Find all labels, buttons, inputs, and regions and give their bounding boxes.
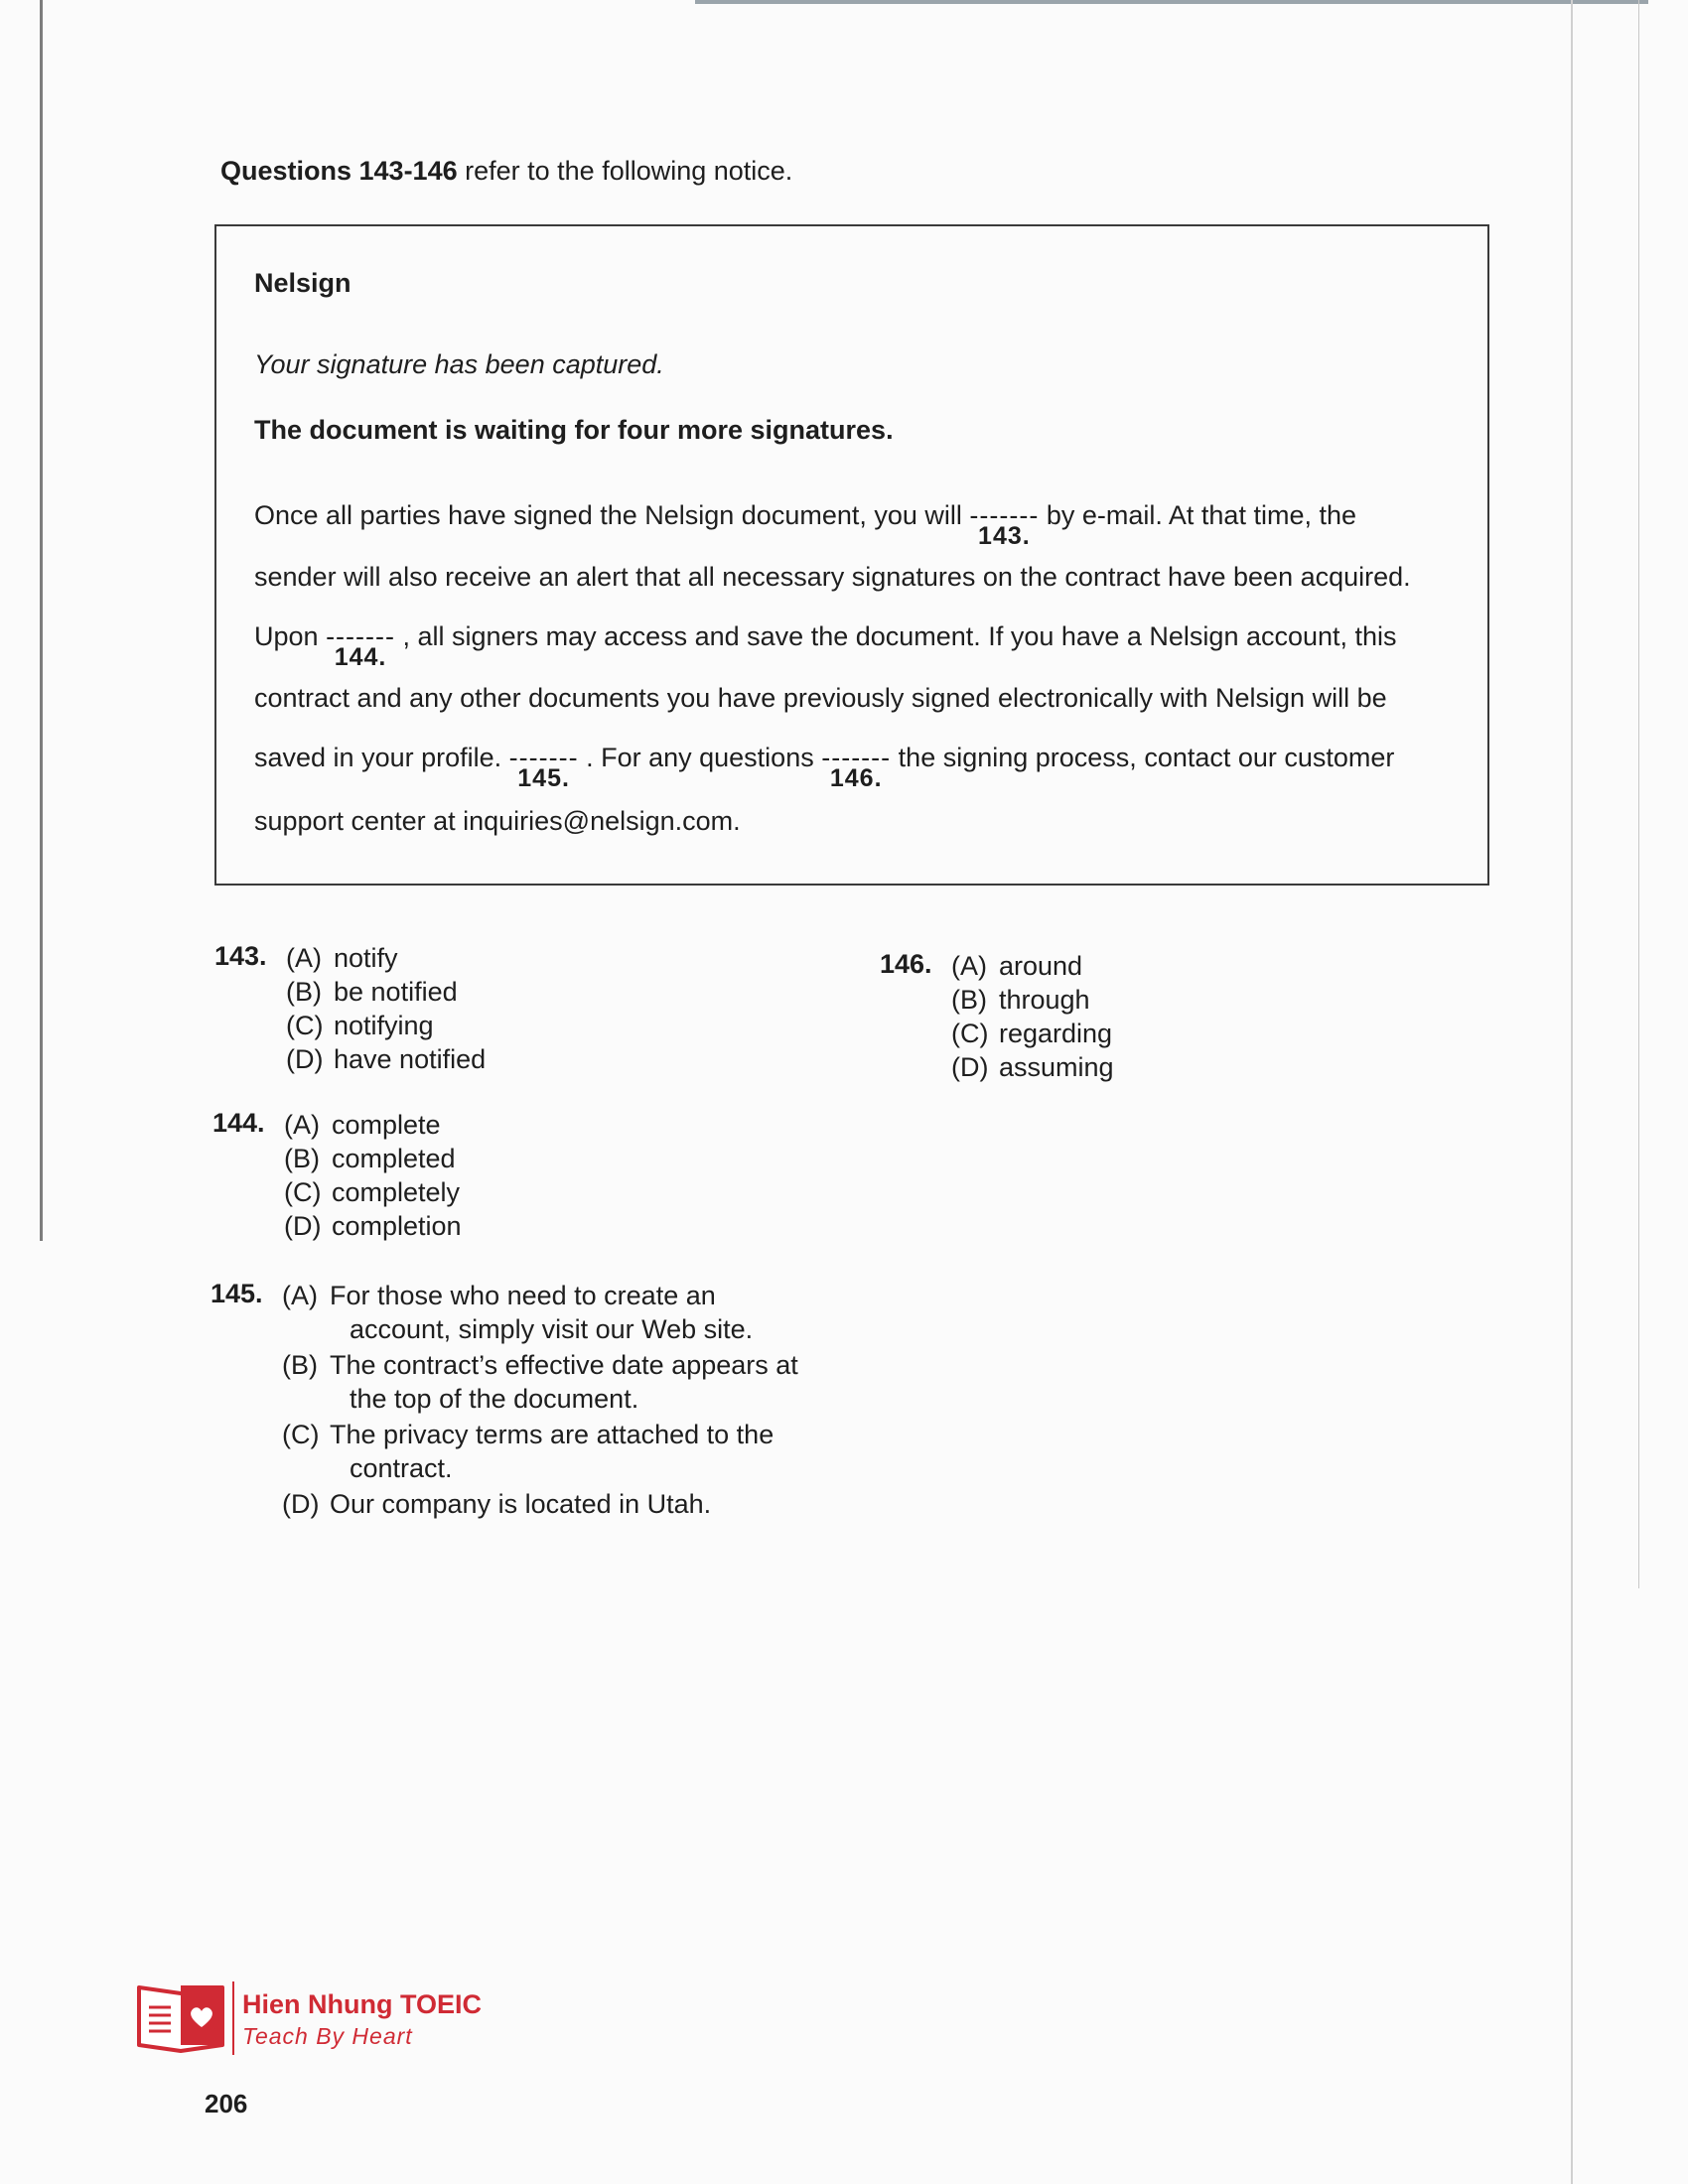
option-d[interactable] xyxy=(284,1209,840,1243)
option-a[interactable] xyxy=(286,941,842,975)
option-text: Our company is located in Utah. xyxy=(330,1489,712,1519)
option-c[interactable] xyxy=(284,1175,840,1209)
blank-number: 144. xyxy=(334,643,387,671)
question-number: 144. xyxy=(212,1108,265,1138)
option-label: (D) xyxy=(282,1489,320,1519)
intro-range: Questions 143-146 xyxy=(220,156,458,186)
option-b[interactable] xyxy=(284,1142,840,1175)
notice-line-4: contract and any other documents you have previously signed electronically with Nelsign will be xyxy=(254,683,1387,713)
text-part: saved in your profile. xyxy=(254,743,509,772)
option-label: (C) xyxy=(951,1019,989,1048)
option-label: (C) xyxy=(286,1011,324,1040)
option-a[interactable] xyxy=(282,1279,818,1346)
questions-intro xyxy=(220,156,792,187)
option-c[interactable] xyxy=(282,1418,818,1485)
option-text: completely xyxy=(332,1177,461,1207)
option-d[interactable] xyxy=(951,1050,1507,1084)
answer-options xyxy=(284,1108,840,1243)
blank-144 xyxy=(326,621,396,671)
option-text: be notified xyxy=(334,977,458,1007)
page-number: 206 xyxy=(205,2089,248,2118)
option-d[interactable] xyxy=(286,1042,842,1076)
option-label: (B) xyxy=(951,985,987,1015)
option-c[interactable] xyxy=(951,1017,1507,1050)
blank-146 xyxy=(821,743,892,792)
option-text: through xyxy=(999,985,1090,1015)
scan-edge-left xyxy=(40,0,43,1241)
text-part: Upon xyxy=(254,621,327,651)
blank-143 xyxy=(969,500,1040,550)
option-b[interactable] xyxy=(282,1348,818,1416)
scan-edge-right xyxy=(1571,0,1573,2184)
option-text: completion xyxy=(332,1211,462,1241)
option-text: For those who need to create an account, simply visit our Web site. xyxy=(330,1281,754,1344)
option-text: around xyxy=(999,951,1083,981)
brand-name: Hien Nhung TOEIC xyxy=(242,1989,482,2019)
option-c[interactable] xyxy=(286,1009,842,1042)
intro-text: refer to the following notice. xyxy=(457,156,793,186)
option-d[interactable] xyxy=(282,1487,818,1521)
blank-number: 145. xyxy=(517,764,570,792)
option-label: (A) xyxy=(951,951,987,981)
option-label: (B) xyxy=(282,1350,318,1380)
option-text: The contract’s effective date appears at the top of the document. xyxy=(330,1350,798,1414)
option-label: (C) xyxy=(282,1420,320,1449)
blank-dashes: ------- xyxy=(821,743,892,772)
brand-tagline: Teach By Heart xyxy=(242,2023,413,2049)
blank-dashes: ------- xyxy=(969,500,1040,530)
blank-number: 143. xyxy=(978,522,1031,550)
text-part: the signing process, contact our customer xyxy=(891,743,1395,772)
question-number: 143. xyxy=(214,941,267,971)
notice-waiting: The document is waiting for four more signatures. xyxy=(254,415,894,445)
option-label: (B) xyxy=(284,1144,320,1173)
blank-number: 146. xyxy=(829,764,883,792)
notice-brand: Nelsign xyxy=(254,268,352,298)
book-heart-icon xyxy=(135,1979,226,2060)
question-number: 145. xyxy=(211,1279,263,1308)
option-label: (A) xyxy=(286,943,322,973)
notice-line-5 xyxy=(254,743,1395,792)
blank-145 xyxy=(508,743,579,792)
option-text: regarding xyxy=(999,1019,1113,1048)
option-text: completed xyxy=(332,1144,456,1173)
question-number: 146. xyxy=(880,949,932,979)
notice-line-6: support center at inquiries@nelsign.com. xyxy=(254,806,741,836)
option-text: The privacy terms are attached to the contract. xyxy=(330,1420,774,1483)
blank-dashes: ------- xyxy=(508,743,579,772)
option-label: (A) xyxy=(284,1110,320,1140)
option-text: have notified xyxy=(334,1044,487,1074)
answer-options xyxy=(286,941,842,1076)
option-text: notifying xyxy=(334,1011,434,1040)
option-text: assuming xyxy=(999,1052,1114,1082)
option-label: (D) xyxy=(284,1211,322,1241)
text-part: . For any questions xyxy=(578,743,822,772)
text-part: by e-mail. At that time, the xyxy=(1039,500,1356,530)
blank-dashes: ------- xyxy=(326,621,396,651)
option-a[interactable] xyxy=(951,949,1507,983)
option-a[interactable] xyxy=(284,1108,840,1142)
option-text: complete xyxy=(332,1110,441,1140)
notice-box xyxy=(214,224,1489,886)
answer-options xyxy=(951,949,1507,1084)
scan-edge-top xyxy=(695,0,1648,4)
option-label: (A) xyxy=(282,1281,318,1310)
notice-line-1 xyxy=(254,500,1356,550)
logo-divider xyxy=(232,1981,234,2055)
option-label: (D) xyxy=(951,1052,989,1082)
text-part: Once all parties have signed the Nelsign document, you will xyxy=(254,500,970,530)
option-b[interactable] xyxy=(951,983,1507,1017)
option-label: (C) xyxy=(284,1177,322,1207)
scan-edge-right-inner xyxy=(1638,0,1639,1588)
notice-line-3 xyxy=(254,621,1397,671)
option-label: (B) xyxy=(286,977,322,1007)
answer-options xyxy=(282,1279,818,1521)
notice-captured: Your signature has been captured. xyxy=(254,349,664,379)
text-part: , all signers may access and save the document. If you have a Nelsign account, this xyxy=(395,621,1397,651)
option-text: notify xyxy=(334,943,398,973)
option-b[interactable] xyxy=(286,975,842,1009)
notice-line-2: sender will also receive an alert that all necessary signatures on the contract have been acquired. xyxy=(254,562,1411,592)
option-label: (D) xyxy=(286,1044,324,1074)
